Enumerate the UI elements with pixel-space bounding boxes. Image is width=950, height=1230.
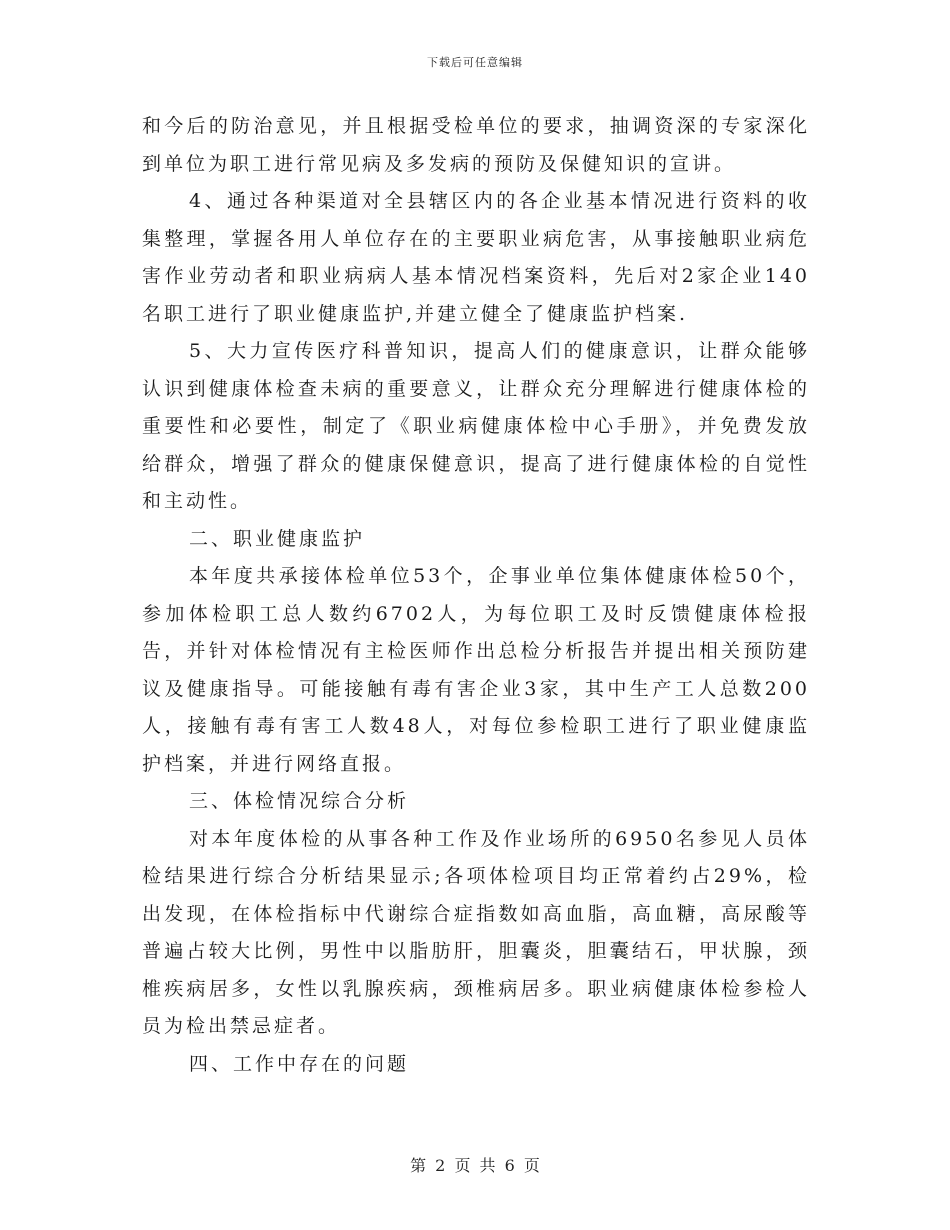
paragraph-item-4: 4、通过各种渠道对全县辖区内的各企业基本情况进行资料的收集整理，掌握各用人单位存在的主要职业病危害，从事接触职业病危害作业劳动者和职业病病人基本情况档案资料，先后对2家企业140名职工进行了职业健康监护,并建立健全了健康监护档案. bbox=[142, 190, 810, 325]
paragraph-item-5: 5、大力宣传医疗科普知识，提高人们的健康意识，让群众能够认识到健康体检查未病的重要意义，让群众充分理解进行健康体检的重要性和必要性，制定了《职业病健康体检中心手册》，并免费发放给群众，增强了群众的健康保健意识，提高了进行健康体检的自觉性和主动性。 bbox=[142, 340, 810, 512]
paragraph-health-monitoring: 本年度共承接体检单位53个，企事业单位集体健康体检50个，参加体检职工总人数约6702人，为每位职工及时反馈健康体检报告，并针对体检情况有主检医师作出总检分析报告并提出相关预防建议及健康指导。可能接触有毒有害企业3家，其中生产工人总数200人，接触有毒有害工人数48人，对每位参检职工进行了职业健康监护档案，并进行网络直报。 bbox=[142, 565, 810, 775]
document-body bbox=[142, 108, 810, 1083]
section-heading-2: 二、职业健康监护 bbox=[189, 527, 366, 550]
section-heading-4: 四、工作中存在的问题 bbox=[189, 1052, 410, 1075]
header-note: 下载后可任意编辑 bbox=[427, 56, 523, 69]
section-heading-3: 三、体检情况综合分析 bbox=[189, 790, 410, 812]
paragraph-continuation: 和今后的防治意见，并且根据受检单位的要求，抽调资深的专家深化到单位为职工进行常见病及多发病的预防及保健知识的宣讲。 bbox=[142, 115, 810, 175]
page-number: 第 2 页 共 6 页 bbox=[410, 1156, 540, 1175]
paragraph-analysis: 对本年度体检的从事各种工作及作业场所的6950名参见人员体检结果进行综合分析结果显示;各项体检项目均正常着约占29%，检出发现，在体检指标中代谢综合症指数如高血脂，高血糖，高尿酸等普遍占较大比例，男性中以脂肪肝，胆囊炎，胆囊结石，甲状腺，颈椎疾病居多，女性以乳腺疾病，颈椎病居多。职业病健康体检参检人员为检出禁忌症者。 bbox=[142, 827, 810, 1037]
